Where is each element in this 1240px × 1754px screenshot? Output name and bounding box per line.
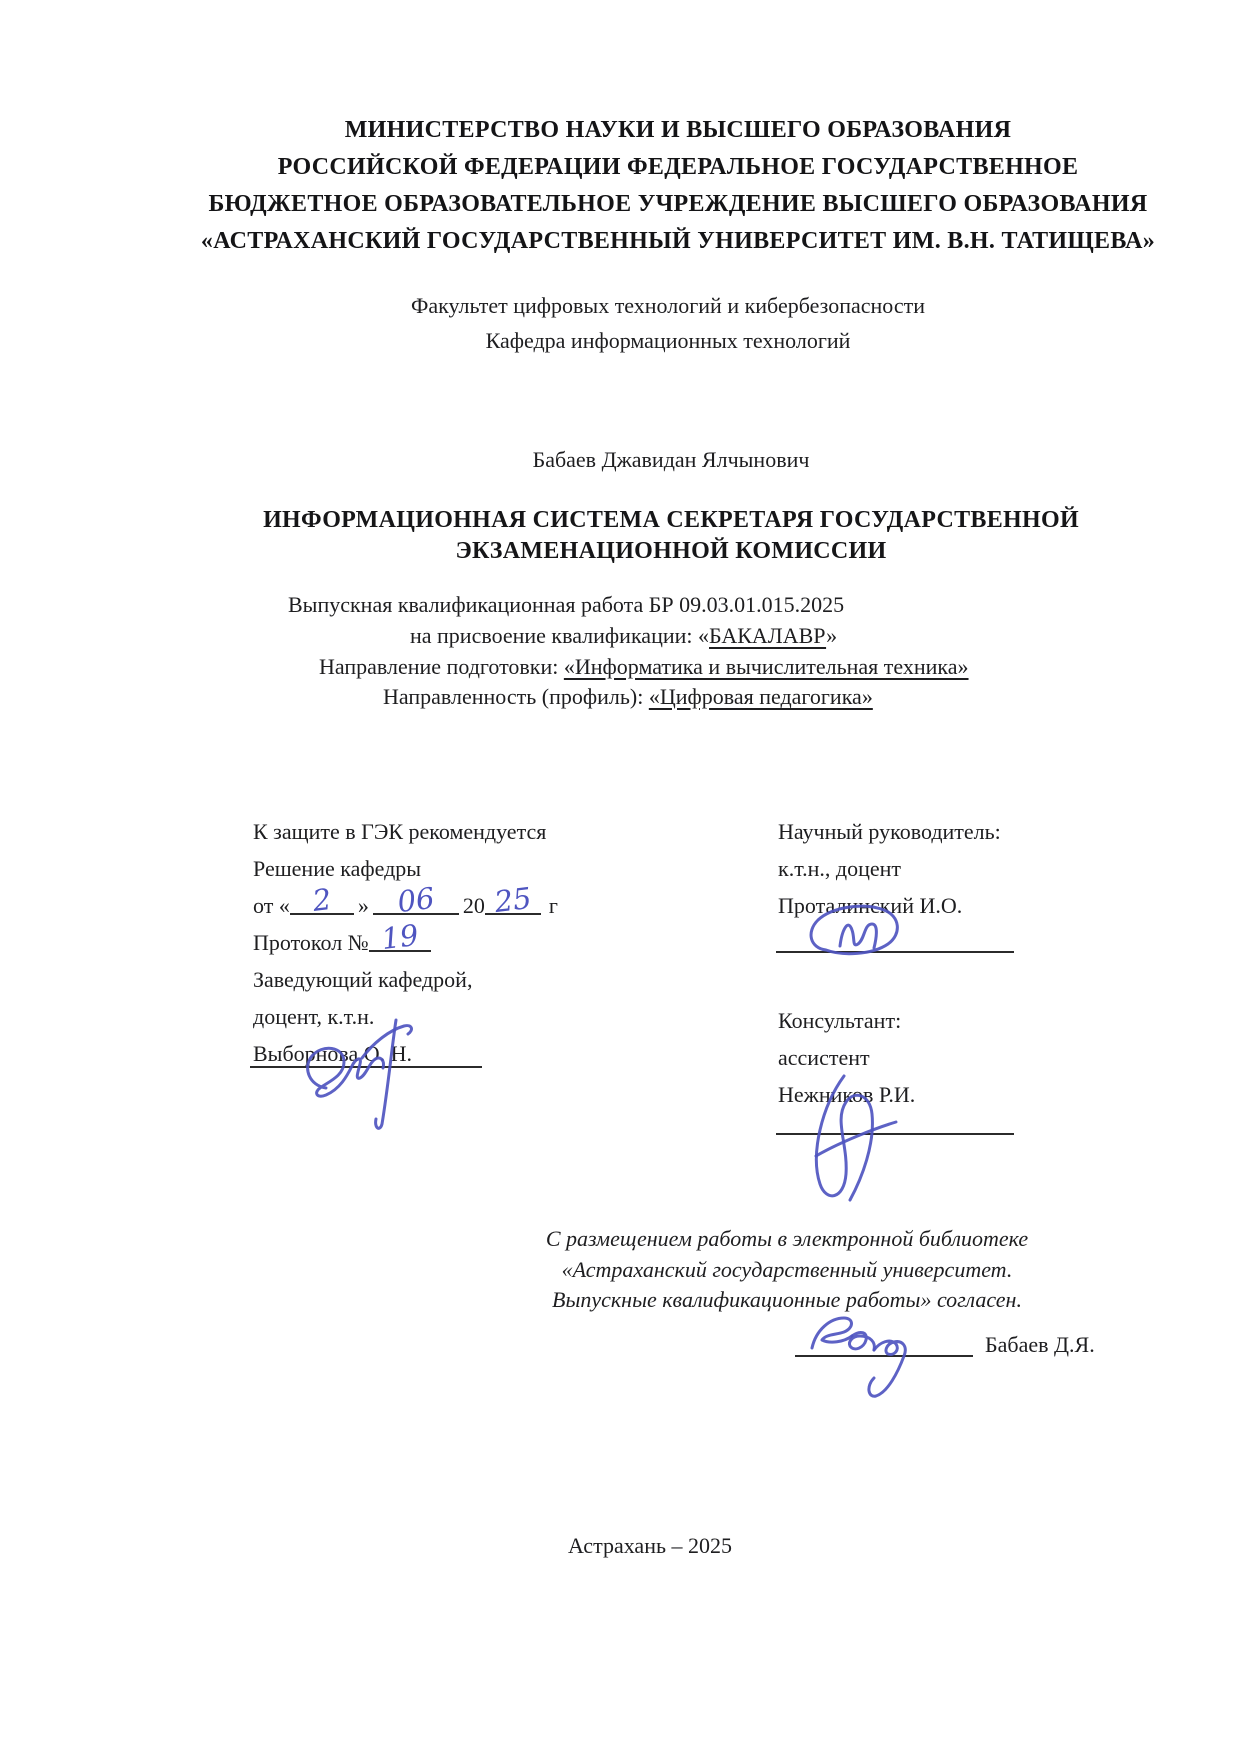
consultant-degree: ассистент [778,1045,870,1070]
supervisor-signature [802,898,922,973]
qualification-work-line: Выпускная квалификационная работа БР 09.03.01.015.2025 [288,592,845,617]
author-name: Бабаев Джавидан Ялчынович [532,447,810,472]
profile-line [383,684,873,710]
supervisor-name: Проталинский И.О. [778,893,963,918]
date-day-blank [290,882,354,919]
consultant-name: Нежников Р.И. [778,1082,916,1107]
handwritten-protocol-number: 19 [379,917,420,957]
direction-label: Направление подготовки: [319,654,564,679]
head-name-line: Выборнова О. Н. [253,1041,413,1066]
ministry-header-line: РОССИЙСКОЙ ФЕДЕРАЦИИ ФЕДЕРАЛЬНОЕ ГОСУДАРСТВЕННОЕ [277,154,1079,180]
degree-prefix: на присвоение квалификации: « [410,623,710,648]
supervisor-label: Научный руководитель: [778,819,1001,844]
consultant-label: Консультант: [778,1008,902,1033]
date-year-blank [485,880,541,920]
head-degree-line: доцент, к.т.н. [253,1004,375,1029]
author-signature-name: Бабаев Д.Я. [985,1332,1095,1357]
thesis-title [131,505,1211,567]
degree-value: БАКАЛАВР [709,623,827,648]
ministry-header [138,112,1218,260]
head-signature [292,1002,452,1132]
consent-line: С размещением работы в электронной библиотеке [545,1226,1029,1251]
decision-line: Решение кафедры [253,856,422,881]
department-line: Кафедра информационных технологий [485,328,851,353]
consent-block [247,1224,1240,1316]
handwritten-month: 06 [395,880,437,920]
city-year-line: Астрахань – 2025 [567,1533,733,1558]
recommendation-line: К защите в ГЭК рекомендуется [253,819,547,844]
degree-line [410,623,837,649]
head-position-line: Заведующий кафедрой, [253,967,473,992]
date-month-blank [373,880,459,920]
ministry-header-line: БЮДЖЕТНОЕ ОБРАЗОВАТЕЛЬНОЕ УЧРЕЖДЕНИЕ ВЫСШЕГО ОБРАЗОВАНИЯ [208,191,1148,217]
org-block [128,288,1208,358]
faculty-line: Факультет цифровых технологий и кибербезопасности [411,293,925,318]
protocol-label: Протокол № [253,930,369,955]
direction-line [319,654,969,680]
handwritten-day: 2 [310,882,333,919]
handwritten-year: 25 [492,880,534,920]
supervisor-degree: к.т.н., доцент [778,856,902,881]
author-signature [800,1298,950,1408]
protocol-line [253,917,723,961]
consultant-signature [792,1058,922,1208]
profile-value: «Цифровая педагогика» [648,684,873,709]
date-suffix: г [548,893,558,918]
date-line [253,880,723,924]
date-prefix: от « [253,893,290,918]
direction-value: «Информатика и вычислительная техника» [563,654,969,679]
ministry-header-line: МИНИСТЕРСТВО НАУКИ И ВЫСШЕГО ОБРАЗОВАНИЯ [344,117,1012,143]
date-mid: » [357,893,369,918]
consent-line: Выпускные квалификационные работы» согласен. [552,1287,1022,1312]
ministry-header-line: «АСТРАХАНСКИЙ ГОСУДАРСТВЕННЫЙ УНИВЕРСИТЕТ ИМ. В.Н. ТАТИЩЕВА» [200,228,1156,254]
degree-suffix: » [826,623,838,648]
thesis-title-line: ЭКЗАМЕНАЦИОННОЙ КОМИССИИ [455,538,887,564]
thesis-title-line: ИНФОРМАЦИОННАЯ СИСТЕМА СЕКРЕТАРЯ ГОСУДАРСТВЕННОЙ [263,507,1079,533]
profile-label: Направленность (профиль): [383,684,649,709]
consent-line: «Астраханский государственный университет. [561,1256,1013,1282]
date-century: 20 [462,893,485,918]
protocol-number-blank [369,917,431,957]
